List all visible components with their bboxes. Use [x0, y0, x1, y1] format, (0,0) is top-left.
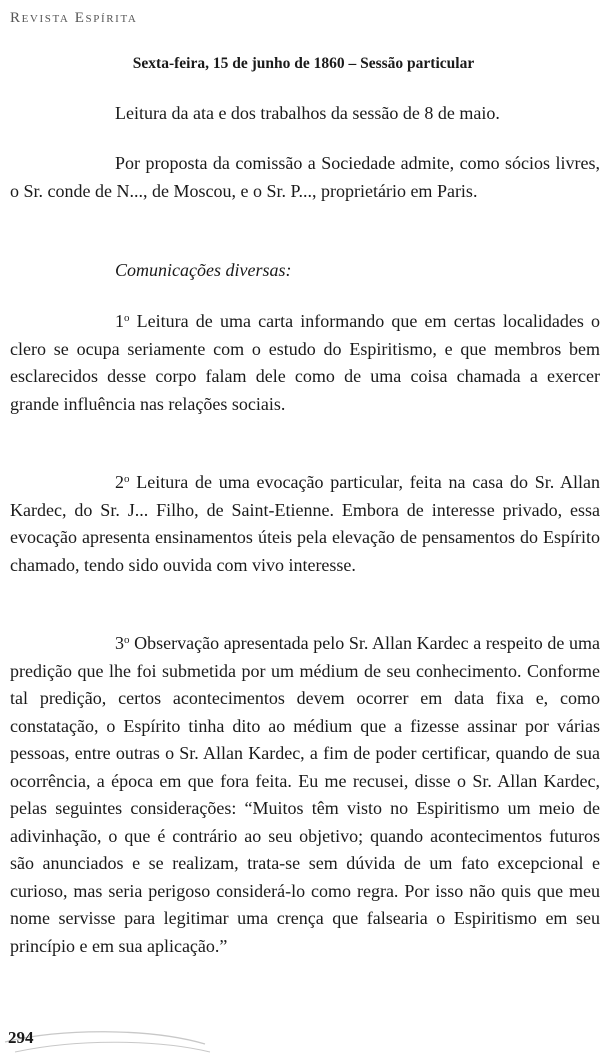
paragraph-subheading: Comunicações diversas: [115, 260, 292, 280]
item-number: 1 [115, 311, 124, 331]
paragraph-minutes: Leitura da ata e dos trabalhos da sessão de 8 de maio. [115, 103, 500, 123]
item-text: Leitura de uma evocação particular, feita na casa do Sr. Allan Kardec, do Sr. J... Filho, de Saint-Etienne. Embora de interesse privado, essa evocação apresenta ensinamentos úteis pela elevação de pensamentos do Espírito chamado, tendo sido ouvida com vivo interesse. [10, 472, 600, 575]
item-number: 2 [115, 472, 124, 492]
paragraph-item-3 [10, 630, 600, 960]
page-number: 294 [8, 1028, 34, 1047]
ordinal-mark: o [124, 312, 130, 324]
ordinal-mark: o [124, 634, 130, 646]
item-number: 3 [115, 633, 124, 653]
paragraph-admission: Por proposta da comissão a Sociedade admite, como sócios livres, o Sr. conde de N..., de Moscou, e o Sr. P..., proprietário em Paris. [10, 153, 600, 201]
ordinal-mark: o [124, 473, 130, 485]
paragraph-item-1 [10, 308, 600, 418]
running-head: Revista Espírita [10, 10, 138, 26]
item-text: Observação apresentada pelo Sr. Allan Kardec a respeito de uma predição que lhe foi submetida por um médium de seu conhecimento. Conforme tal predição, certos acontecimentos devem ocorrer em data fixa e, como constatação, o Espírito tinha dito ao médium que a fizesse assinar por várias pessoas, entre outras o Sr. Allan Kardec, a fim de poder certificar, quando de sua ocorrência, a época em que fora feita. Eu me recusei, disse o Sr. Allan Kardec, pelas seguintes considerações: “Muitos têm visto no Espiritismo um meio de adivinhação, o que é contrário ao seu objetivo; quando acontecimentos futuros são anunciados e se realizam, trata-se sem dúvida de um fato excepcional e curioso, mas seria perigoso considerá-lo como regra. Por isso não quis que meu nome servisse para legitimar uma crença que falsearia o Espiritismo em seu princípio e em sua aplicação.” [10, 633, 600, 956]
paragraph-item-2 [10, 469, 600, 579]
item-text: Leitura de uma carta informando que em certas localidades o clero se ocupa seriamente com o estudo do Espiritismo, e que membros bem esclarecidos desse corpo falam dele como de uma coisa chamada a exercer grande influência nas relações sociais. [10, 311, 600, 414]
session-heading: Sexta-feira, 15 de junho de 1860 – Sessão particular [132, 55, 475, 72]
